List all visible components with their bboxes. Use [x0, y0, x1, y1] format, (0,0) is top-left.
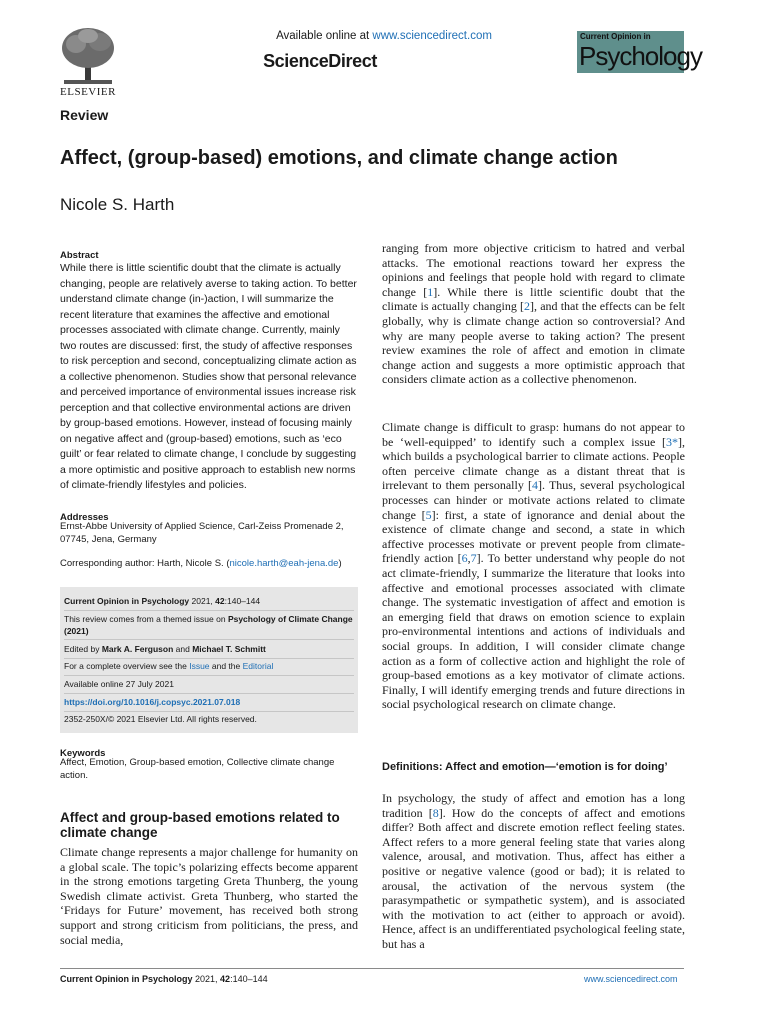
paragraph [382, 241, 685, 387]
reference-link[interactable]: 4 [532, 478, 539, 493]
info-copyright: 2352-250X/© 2021 Elsevier Ltd. All rights reserved. [64, 714, 257, 724]
info-divider [64, 711, 354, 712]
footer-year: 2021, [192, 974, 221, 984]
info-divider [64, 658, 354, 659]
footer-divider [60, 968, 684, 969]
info-divider [64, 610, 354, 611]
paragraph-text: ]. How do the concepts of affect and emotions differ? Both affect and discrete emotion reflect feeling states. Affect refers to a more general feeling state that varies along valence, arousal, and motivation. Thus, affect has either a positive or negative valence (good or bad); it is related to arousal, the activation of the nervous system (the parasympathetic or sympathetic system), and is associated with the motivation to act (either to approach or avoid). Hence, affect is an undifferentiated psychological feeling state, but has a [382, 805, 685, 951]
info-overview-and: and the [209, 661, 243, 671]
footer-citation [60, 974, 268, 984]
info-doi [64, 696, 354, 708]
reference-link[interactable]: 1 [427, 284, 434, 299]
reference-separator: , [467, 551, 471, 566]
reference-link[interactable]: 8 [432, 805, 439, 820]
info-overview [64, 660, 354, 672]
footer-journal: Current Opinion in Psychology [60, 974, 193, 984]
paragraph-text: Climate change is difficult to grasp: humans do not appear to be ‘well-equipped’ to identify such a complex issue [ [382, 420, 685, 449]
paragraph-text: In psychology, the study of affect and emotion has a long tradition [ [382, 791, 685, 820]
paragraph-text: ]: first, a state of ignorance and denial about the existence of climate change and second, a state in which affective processes motivate or prevent people from climate-friendly action [ [382, 507, 685, 566]
info-journal: Current Opinion in Psychology [64, 596, 190, 606]
corresponding-prefix: Corresponding author: Harth, Nicole S. ( [60, 558, 230, 569]
abstract-text: While there is little scientific doubt that the climate is actually changing, people are relatively averse to taking action. To better understand climate change (in-)action, I will summarize the recent literature that examines the affective and emotional processes associated with climate change. Currently, mainly two routes are discussed: first, the study of affective responses to risk perception and second, conceptualizing climate action as a collective phenomenon. Studies show that personal relevance and perceived importance of environmental issues increase risk perception and that collective environmental actions are driven by group-based emotions. However, instead of focusing mainly on negative affect and (group-based) emotions, such as ‘eco guilt’ or fear related to climate change, I conclude by suggesting a more optimistic and positive approach to establish new norms of climate-friendly lifestyles and policies. [60, 262, 357, 491]
journal-badge-big: Psychology [579, 41, 702, 71]
info-theme-prefix: This review comes from a themed issue on [64, 614, 228, 624]
corresponding-author [60, 557, 358, 570]
publisher-logo-text: ELSEVIER [60, 86, 116, 98]
footer-url-link[interactable]: www.sciencedirect.com [584, 974, 678, 984]
keywords-heading: Keywords [60, 748, 106, 759]
info-pages: :140–144 [224, 596, 261, 606]
reference-link[interactable]: 7 [470, 551, 477, 566]
info-volume: 42 [215, 596, 225, 606]
journal-badge-small: Current Opinion in [580, 32, 651, 41]
reference-link[interactable]: 2 [524, 299, 531, 314]
paragraph-text: ]. To better understand why people do not act climate-friendly, I summarize the literature that looks into affective and emotional processes associated with climate change. The systematic investigation of affect and emotion is an emerging field that draws on emotion science to explain pro-environmental intentions and actions of individuals and social groups. In addition, I will consider climate change action as a form of collective action and highlight the role of group-based emotions as a key motivator of climate actions. Finally, I will identify emerging trends and future directions in social psychological research on climate change. [382, 551, 685, 712]
info-and: and [173, 644, 193, 654]
info-edited-prefix: Edited by [64, 644, 102, 654]
info-citation [64, 595, 354, 607]
info-theme-name: Psychology of Climate Change (2021) [64, 614, 353, 636]
section-heading: Affect and group-based emotions related to climate change [60, 810, 340, 840]
reference-link[interactable]: 5 [425, 507, 432, 522]
info-divider [64, 693, 354, 694]
corresponding-suffix: ) [338, 558, 342, 569]
info-editors [64, 643, 354, 655]
info-overview-prefix: For a complete overview see the [64, 661, 190, 671]
article-type: Review [60, 107, 109, 123]
subsection-heading: Definitions: Affect and emotion—‘emotion is for doing’ [382, 761, 668, 773]
reference-link[interactable]: 6 [461, 551, 468, 566]
paragraph-text: ranging from more objective criticism to hatred and verbal attacks. The emotional reactions toward her express the opinions and feelings that people hold with regard to climate change [ [382, 241, 685, 299]
paragraph-text: ]. While there is little scientific doubt that the climate is actually changing [ [382, 284, 685, 314]
article-title: Affect, (group-based) emotions, and climate change action [60, 147, 618, 169]
journal-badge [577, 31, 702, 73]
reference-link[interactable]: 3* [666, 434, 678, 449]
addresses-text: Ernst-Abbe University of Applied Science, Carl-Zeiss Promenade 2, 07745, Jena, Germany [60, 521, 344, 545]
issue-link[interactable]: Issue [189, 661, 210, 671]
paragraph [382, 420, 685, 712]
info-divider [64, 639, 354, 640]
abstract-heading: Abstract [60, 250, 99, 261]
info-divider [64, 675, 354, 676]
info-year: 2021, [189, 596, 216, 606]
addresses-heading: Addresses [60, 512, 109, 523]
info-theme [64, 613, 354, 637]
article-info-box [60, 587, 358, 733]
corresponding-email-link[interactable]: nicole.harth@eah-jena.de [229, 558, 339, 569]
info-editor-1: Mark A. Ferguson [101, 644, 174, 654]
availability-prefix: Available online at [276, 30, 373, 42]
sciencedirect-link[interactable]: www.sciencedirect.com [372, 30, 492, 42]
paragraph-text: ]. Thus, several psychological processes can hinder or motivate actions related to climate change [ [382, 478, 685, 522]
footer-pages: :140–144 [230, 974, 268, 984]
doi-link[interactable]: https://doi.org/10.1016/j.copsyc.2021.07.018 [64, 697, 241, 707]
section-body: Climate change represents a major challenge for humanity on a global scale. The topic’s polarizing effects become apparent in the strong emotions targeting Greta Thunberg, the young Swedish climate activist. Greta Thunberg, who started the ‘Fridays for Future’ movement, has received both strong support and strong criticism from politicians, the press, and social media, [60, 845, 358, 947]
article-author: Nicole S. Harth [60, 195, 175, 214]
editorial-link[interactable]: Editorial [242, 661, 274, 671]
info-editor-2: Michael T. Schmitt [192, 644, 266, 654]
paragraph-text: ], which builds a psychological barrier to climate actions. People often perceive climate change as a distant threat that is irrelevant to them personally [ [382, 434, 685, 493]
paragraph-text: ], and that the effects can be felt globally, why is climate change action so controversial? And why are many people averse to taking action? The present review examines the role of affect and emotion in climate change action and suggests a more optimistic approach that considers climate action as a collective phenomenon. [382, 299, 686, 387]
keywords-text: Affect, Emotion, Group-based emotion, Collective climate change action. [60, 757, 335, 781]
paragraph [382, 791, 685, 952]
footer-volume: 42 [220, 974, 231, 984]
platform-name: ScienceDirect [263, 51, 377, 71]
info-available: Available online 27 July 2021 [64, 679, 174, 689]
